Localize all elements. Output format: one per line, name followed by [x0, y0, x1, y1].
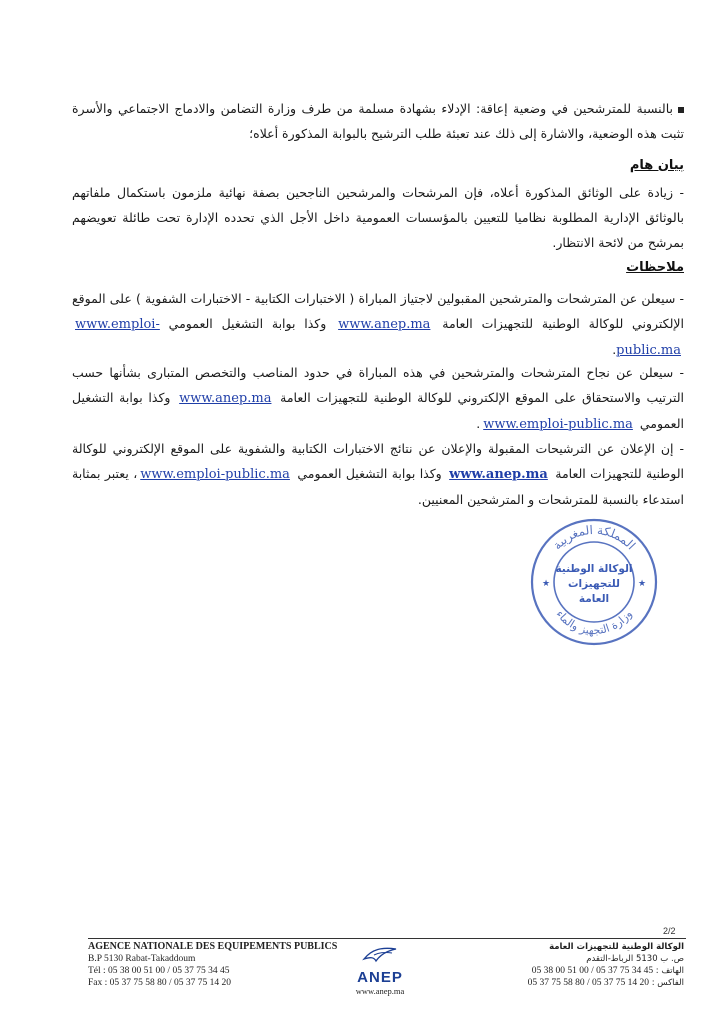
anep-logo: [340, 943, 420, 999]
anep-bird-icon: [360, 943, 400, 965]
stamp-center-line1: الوكالة الوطنية: [555, 563, 633, 575]
paragraph-final-candidates: - زيادة على الوثائق المذكورة أعلاه، فإن المرشحات والمرشحين الناجحين بصفة نهائية ملزمون باستكمال ملفاتهم بالوثائق الإدارية المطلوبة نظاميا للتعيين بالمؤسسات العمومية داخل الأجل الذي تحدده الإدارة تحت طائلة تعويضهم بمرشح من لائحة الانتظار.: [72, 185, 684, 250]
footer-fax-number-ar: 05 37 75 58 80 / 05 37 75 14 20: [527, 978, 649, 988]
stamp-star-right-icon: ★: [638, 579, 647, 589]
footer-tel-fr: Tél : 05 38 00 51 00 / 05 37 75 34 45: [88, 966, 230, 976]
paragraph-accepted-mid: وكذا بوابة التشغيل العمومي: [168, 316, 327, 331]
link-emploi-public[interactable]: www.emploi-public.ma: [140, 467, 290, 482]
heading-notes: ملاحظات: [626, 260, 684, 275]
paragraph-results-text: - سيعلن عن نجاح المترشحات والمترشحين في هذه المباراة في حدود المناصب والتخصص المتبارى بشأنها حسب الترتيب والاستحقاق على الموقع الإلكتروني للوكالة الوطنية للتجهيزات العامة: [72, 365, 684, 405]
page-number: 2/2: [663, 926, 676, 936]
paragraph-accepted-candidates: [72, 286, 684, 363]
bullet-square-icon: [678, 107, 684, 113]
link-anep[interactable]: www.anep.ma: [338, 317, 431, 332]
heading-important-notice: بيان هام: [629, 158, 684, 173]
paragraph-convocation: [72, 436, 684, 512]
paragraph-disability-text: بالنسبة للمترشحين في وضعية إعاقة: الإدلاء بشهادة مسلمة من طرف وزارة التضامن والادماج الاجتماعي والأسرة تثبت هذه الوضعية، والاشارة إلى ذلك عند تعبئة طلب الترشيح بالبوابة المذكورة أعلاه؛: [72, 101, 684, 141]
link-emploi-public[interactable]: www.emploi-public.ma: [75, 317, 681, 358]
stamp-star-left-icon: ★: [542, 579, 551, 589]
paragraph-convocation-text: - إن الإعلان عن الترشيحات المقبولة والإعلان عن نتائج الاختبارات الكتابية والشفوية على الموقع الإلكتروني للوكالة الوطنية للتجهيزات العامة: [72, 441, 684, 481]
link-emploi-public[interactable]: www.emploi-public.ma: [483, 417, 633, 432]
footer-divider: [88, 938, 686, 939]
stamp-center-line2: للتجهيزات: [568, 578, 620, 590]
footer-fax-fr: Fax : 05 37 75 58 80 / 05 37 75 14 20: [88, 978, 232, 988]
footer-tel-number-ar: 05 38 00 51 00 / 05 37 75 34 45: [531, 966, 654, 976]
footer-address-fr: B.P 5130 Rabat-Takaddoum: [88, 954, 196, 964]
footer-fax-ar: [528, 977, 684, 989]
footer-org-fr: AGENCE NATIONALE DES EQUIPEMENTS PUBLICS: [88, 941, 338, 952]
stamp-ring-bottom: وزارة التجهيز والماء: [553, 607, 635, 638]
paragraph-accepted-end: .: [612, 342, 617, 357]
stamp-ring-top: المملكة المغربية: [550, 522, 639, 553]
footer-fax-label-ar: الفاكس :: [651, 978, 684, 988]
footer-arabic-block: [528, 941, 684, 989]
footer-website: www.anep.ma: [355, 986, 405, 996]
footer-org-ar: الوكالة الوطنية للتجهيزات العامة: [549, 942, 684, 952]
paragraph-convocation-end: ، يعتبر بمثابة استدعاء بالنسبة للمترشحات و المترشحين المعنيين.: [72, 466, 684, 507]
paragraph-results-end: .: [476, 416, 481, 431]
paragraph-accepted-text: - سيعلن عن المترشحات والمترشحين المقبولين لاجتياز المباراة ( الاختبارات الكتابية - الاختبارات الشفوية ) على الموقع الإلكتروني للوكالة الوطنية للتجهيزات العامة: [72, 291, 684, 331]
footer-tel-label-ar: الهاتف :: [655, 966, 684, 976]
link-anep[interactable]: www.anep.ma: [449, 467, 548, 482]
footer-tel-ar: [528, 965, 684, 977]
official-stamp-icon: [528, 516, 660, 648]
paragraph-disability: [72, 96, 684, 146]
footer-address-ar: ص. ب 5130 الرباط-التقدم: [586, 954, 684, 964]
paragraph-convocation-mid: وكذا بوابة التشغيل العمومي: [297, 466, 442, 481]
anep-wordmark: ANEP: [357, 969, 403, 986]
paragraph-results-mid: وكذا بوابة التشغيل العمومي: [72, 390, 684, 431]
footer-french-block: [88, 941, 337, 989]
link-anep[interactable]: www.anep.ma: [179, 391, 272, 406]
paragraph-results: [72, 360, 684, 437]
stamp-center-line3: العامة: [578, 593, 610, 605]
